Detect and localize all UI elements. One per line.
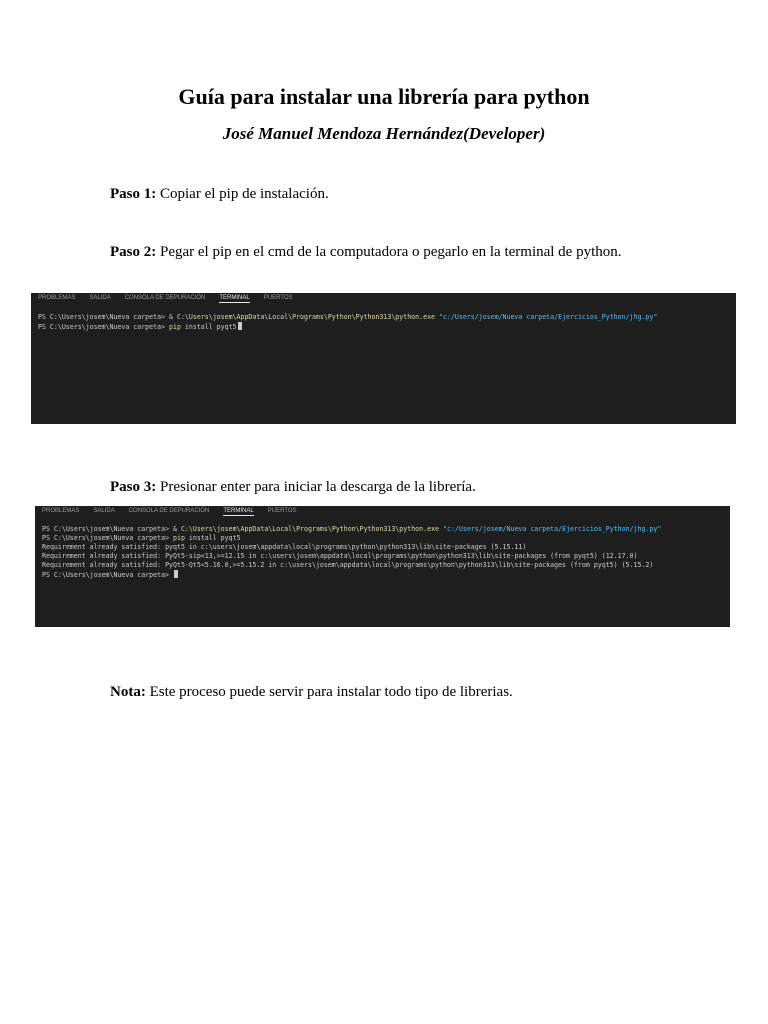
step-2-text: Pegar el pip en el cmd de la computadora o pegarlo en la terminal de python. (156, 244, 622, 260)
terminal-2-output-line: Requirement already satisfied: pyqt5 in c:\users\josem\appdata\local\programs\python\python313\lib\site-packages (5.15.11) (42, 543, 527, 551)
step-3-text: Presionar enter para iniciar la descarga de la librería. (156, 479, 476, 495)
terminal-1-pip-cmd: pip (169, 323, 181, 331)
terminal-1-line-1 (38, 313, 729, 322)
step-1-label: Paso 1: (110, 186, 157, 202)
terminal-screenshot-2 (35, 506, 730, 627)
terminal-2-prompt-2: PS C:\Users\josem\Nueva carpeta> (42, 534, 174, 542)
terminal-2-tab-problemas: PROBLEMAS (42, 508, 80, 514)
terminal-2-final-prompt: PS C:\Users\josem\Nueva carpeta> (42, 571, 174, 579)
terminal-1-python-exe: C:\Users\josem\AppData\Local\Programs\Python\Python313\python.exe (176, 313, 436, 321)
terminal-2-tab-salida: SALIDA (93, 508, 115, 514)
terminal-2-tab-terminal: TERMINAL (223, 508, 254, 514)
terminal-1-tab-salida: SALIDA (89, 295, 111, 301)
terminal-2-ampersand: & (173, 525, 181, 533)
terminal-1-tab-consola: CONSOLA DE DEPURACIÓN (124, 295, 206, 301)
document-author: José Manuel Mendoza Hernández(Developer) (222, 124, 546, 143)
terminal-1-tab-terminal: TERMINAL (219, 295, 250, 301)
terminal-2-python-exe: C:\Users\josem\AppData\Local\Programs\Python\Python313\python.exe (180, 525, 440, 533)
terminal-2-cursor (174, 570, 178, 578)
note-label: Nota: (110, 684, 146, 700)
step-3 (110, 479, 476, 496)
terminal-1-tab-problemas: PROBLEMAS (38, 295, 76, 301)
terminal-2-line-1 (42, 525, 723, 534)
terminal-1-prompt: PS C:\Users\josem\Nueva carpeta> (38, 313, 170, 321)
step-2-label: Paso 2: (110, 244, 157, 260)
terminal-2-line-final (42, 570, 723, 580)
terminal-2-script-path: "c:/Users/josem/Nueva carpeta/Ejercicios_Python/jhg.py" (443, 525, 662, 533)
note (110, 684, 513, 701)
terminal-1-body (31, 306, 736, 332)
terminal-2-tab-puertos: PUERTOS (267, 508, 297, 514)
step-1 (110, 186, 329, 203)
terminal-2-tab-consola: CONSOLA DE DEPURACIÓN (128, 508, 210, 514)
terminal-1-line-2 (38, 322, 729, 332)
terminal-1-pip-args: install pyqt5 (180, 323, 237, 331)
terminal-1-cursor (238, 322, 242, 330)
document-title: Guía para instalar una librería para python (178, 84, 590, 109)
step-1-text: Copiar el pip de instalación. (156, 186, 329, 202)
terminal-2-line-2 (42, 534, 723, 543)
terminal-1-script-path: "c:/Users/josem/Nueva carpeta/Ejercicios_Python/jhg.py" (439, 313, 658, 321)
terminal-2-output-line: Requirement already satisfied: PyQt5-sip<13,>=12.15 in c:\users\josem\appdata\local\programs\python\python313\lib\site-packages (from pyqt5) (12.17.0) (42, 552, 638, 560)
step-2 (110, 244, 622, 261)
terminal-2-pip-cmd: pip (173, 534, 185, 542)
step-3-label: Paso 3: (110, 479, 157, 495)
terminal-2-prompt: PS C:\Users\josem\Nueva carpeta> (42, 525, 174, 533)
terminal-2-tabs (35, 506, 730, 519)
terminal-2-pip-args: install pyqt5 (184, 534, 241, 542)
terminal-screenshot-1 (31, 293, 736, 424)
terminal-1-tab-puertos: PUERTOS (263, 295, 293, 301)
note-text: Este proceso puede servir para instalar todo tipo de librerias. (145, 684, 513, 700)
terminal-1-ampersand: & (169, 313, 177, 321)
terminal-2-body (35, 519, 730, 580)
terminal-1-tabs (31, 293, 736, 306)
terminal-2-output-line: Requirement already satisfied: PyQt5-Qt5<5.16.0,>=5.15.2 in c:\users\josem\appdata\local\programs\python\python313\lib\site-packages (from pyqt5) (5.15.2) (42, 561, 654, 569)
terminal-1-prompt-2: PS C:\Users\josem\Nueva carpeta> (38, 323, 170, 331)
